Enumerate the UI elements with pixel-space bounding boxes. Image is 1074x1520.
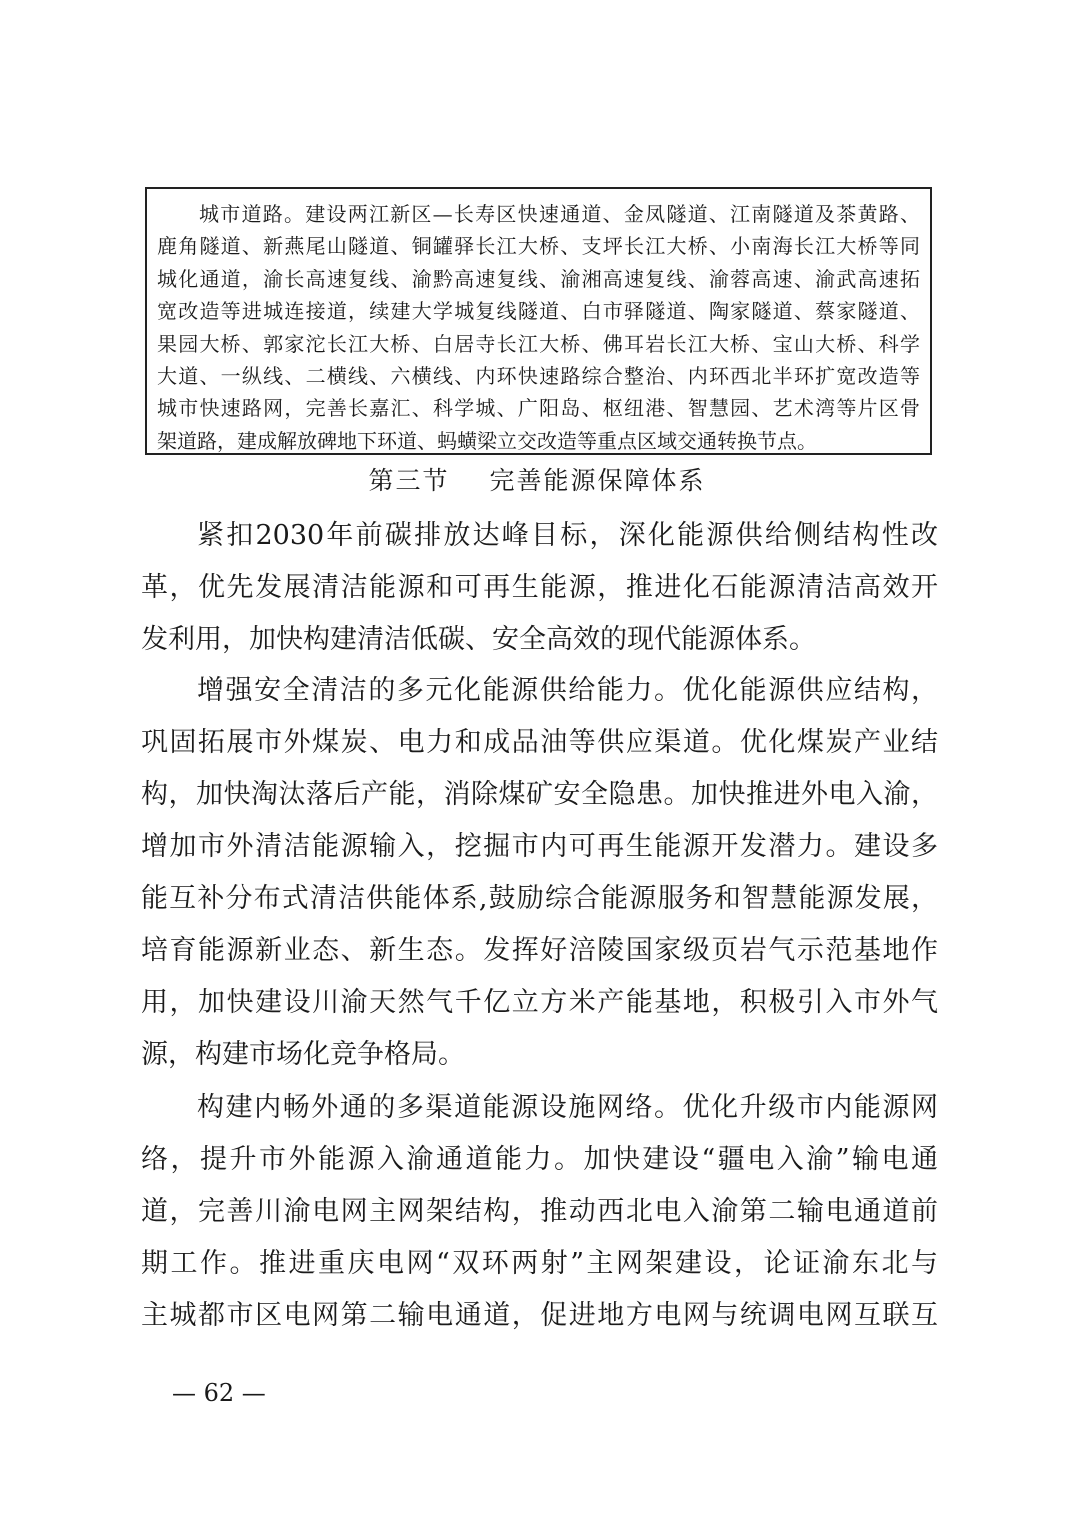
text-line: 革，优先发展清洁能源和可再生能源，推进化石能源清洁高效开 [141, 572, 938, 603]
box-line: 鹿角隧道、新燕尾山隧道、铜罐驿长江大桥、支坪长江大桥、小南海长江大桥等同 [157, 234, 920, 259]
text-line: 主城都市区电网第二输电通道，促进地方电网与统调电网互联互 [141, 1300, 938, 1331]
box-line: 宽改造等进城连接道，续建大学城复线隧道、白市驿隧道、陶家隧道、蔡家隧道、 [157, 299, 920, 324]
text-line: 期工作。推进重庆电网“双环两射”主网架建设，论证渝东北与 [141, 1248, 938, 1279]
box-line: 架道路，建成解放碑地下环道、蚂蟥梁立交改造等重点区域交通转换节点。 [157, 428, 817, 453]
text-line: 用，加快建设川渝天然气千亿立方米产能基地，积极引入市外气 [141, 987, 938, 1018]
text-line: 增强安全清洁的多元化能源供给能力。优化能源供应结构， [197, 675, 938, 706]
text-line: 紧扣2030年前碳排放达峰目标，深化能源供给侧结构性改 [197, 520, 938, 551]
paragraph-3 [141, 1082, 938, 1342]
text-line: 源，构建市场化竞争格局。 [141, 1039, 465, 1070]
text-line: 培育能源新业态、新生态。发挥好涪陵国家级页岩气示范基地作 [141, 935, 938, 966]
text-line: 构建内畅外通的多渠道能源设施网络。优化升级市内能源网 [197, 1092, 938, 1123]
box-line: 城市快速路网，完善长嘉汇、科学城、广阳岛、枢纽港、智慧园、艺术湾等片区骨 [157, 396, 920, 421]
paragraph-2 [141, 665, 938, 1081]
text-line: 增加市外清洁能源输入，挖掘市内可再生能源开发潜力。建设多 [141, 831, 938, 862]
box-line: 果园大桥、郭家沱长江大桥、白居寺长江大桥、佛耳岩长江大桥、宝山大桥、科学 [157, 331, 920, 356]
text-line: 能互补分布式清洁供能体系,鼓励综合能源服务和智慧能源发展， [141, 883, 938, 914]
text-line: 道，完善川渝电网主网架结构，推动西北电入渝第二输电通道前 [141, 1196, 938, 1227]
text-line: 发利用，加快构建清洁低碳、安全高效的现代能源体系。 [141, 624, 816, 655]
box-line: 城市道路。建设两江新区—长寿区快速通道、金凤隧道、江南隧道及茶黄路、 [199, 202, 920, 226]
section-title [0, 461, 1074, 501]
section-heading: 完善能源保障体系 [489, 466, 706, 495]
page-number: — 62 — [172, 1379, 266, 1407]
section-number: 第三节 [368, 466, 450, 495]
paragraph-1 [141, 510, 938, 666]
box-line: 城化通道，渝长高速复线、渝黔高速复线、渝湘高速复线、渝蓉高速、渝武高速拓 [157, 266, 920, 291]
highlight-box [145, 187, 932, 455]
box-line: 大道、一纵线、二横线、六横线、内环快速路综合整治、内环西北半环扩宽改造等 [157, 363, 920, 388]
text-line: 络，提升市外能源入渝通道能力。加快建设“疆电入渝”输电通 [141, 1144, 938, 1175]
text-line: 巩固拓展市外煤炭、电力和成品油等供应渠道。优化煤炭产业结 [141, 727, 938, 758]
text-line: 构，加快淘汰落后产能，消除煤矿安全隐患。加快推进外电入渝， [141, 779, 938, 810]
